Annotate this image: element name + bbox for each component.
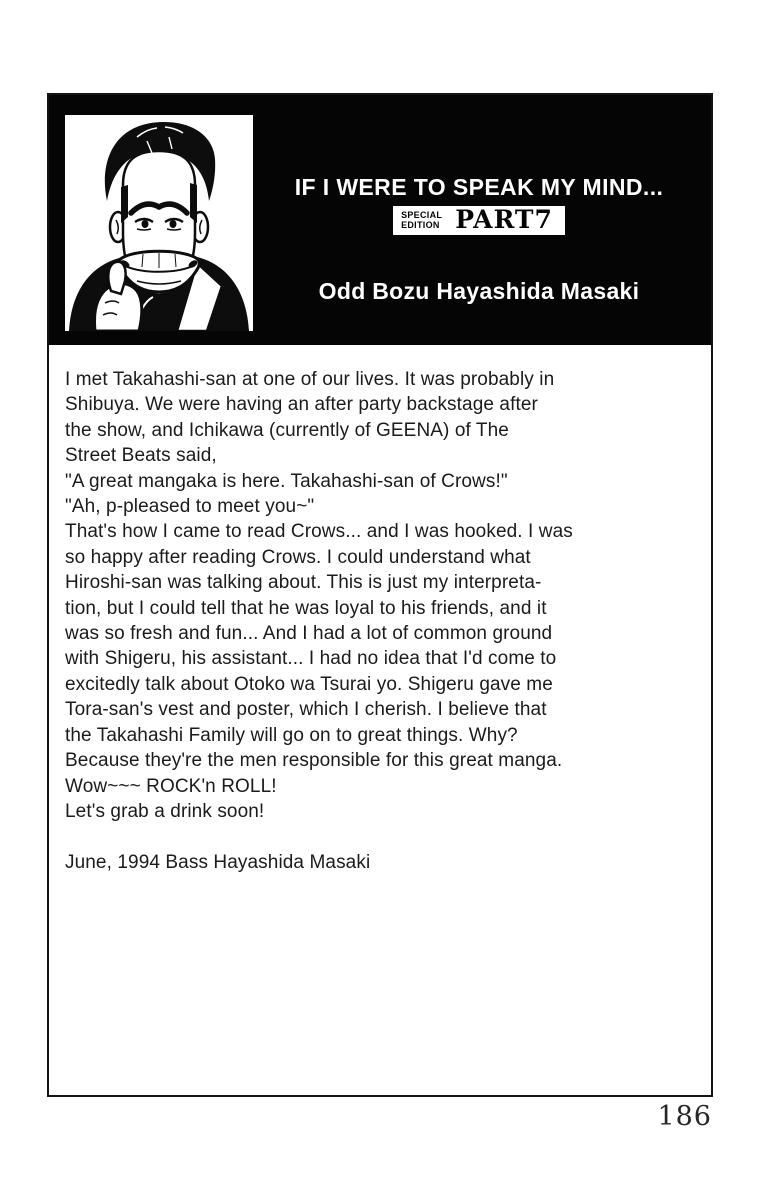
text-line: Tora-san's vest and poster, which I cherish. I believe that	[65, 699, 547, 721]
text-line: "Ah, p-pleased to meet you~"	[65, 496, 315, 518]
text-line: That's how I came to read Crows... and I was hooked. I was	[65, 521, 573, 543]
text-line: the Takahashi Family will go on to great things. Why?	[65, 724, 518, 746]
author-subtitle: Odd Bozu Hayashida Masaki	[318, 278, 640, 304]
text-line: Shibuya. We were having an after party backstage after	[65, 394, 538, 416]
text-line	[65, 824, 703, 849]
badge-part-number: PART7	[455, 205, 553, 234]
text-line: tion, but I could tell that he was loyal to his friends, and it	[65, 597, 547, 619]
content-box	[47, 93, 713, 1097]
text-line: with Shigeru, his assistant... I had no idea that I'd come to	[65, 648, 557, 670]
text-line: I met Takahashi-san at one of our lives. It was probably in	[65, 369, 555, 390]
edition-badge-row	[255, 205, 703, 235]
badge-line-edition: EDITION	[401, 220, 440, 230]
special-edition-label	[401, 210, 442, 230]
header-banner	[49, 95, 711, 345]
text-line: Let's grab a drink soon!	[65, 800, 265, 822]
text-line: Wow~~~ ROCK'n ROLL!	[65, 775, 277, 797]
page-number: 186	[657, 1101, 712, 1132]
text-line: Hiroshi-san was talking about. This is just my interpreta-	[65, 572, 542, 594]
text-line: Because they're the men responsible for this great manga.	[65, 750, 563, 772]
text-line: was so fresh and fun... And I had a lot of common ground	[65, 623, 553, 645]
badge-line-special: SPECIAL	[401, 210, 443, 220]
edition-badge	[393, 206, 565, 235]
header-title: IF I WERE TO SPEAK MY MIND...	[294, 174, 664, 200]
text-line: the show, and Ichikawa (currently of GEENA) of The	[65, 419, 509, 441]
text-line: June, 1994 Bass Hayashida Masaki	[65, 851, 371, 873]
thumbs-up-portrait-panel	[65, 115, 253, 331]
text-line: "A great mangaka is here. Takahashi-san of Crows!"	[65, 470, 508, 492]
thumbs-up-man-icon	[65, 115, 253, 331]
text-line: excitedly talk about Otoko wa Tsurai yo. Shigeru gave me	[65, 673, 553, 695]
text-line: Street Beats said,	[65, 445, 217, 467]
afterword-text	[65, 367, 703, 875]
text-line: so happy after reading Crows. I could understand what	[65, 546, 531, 568]
